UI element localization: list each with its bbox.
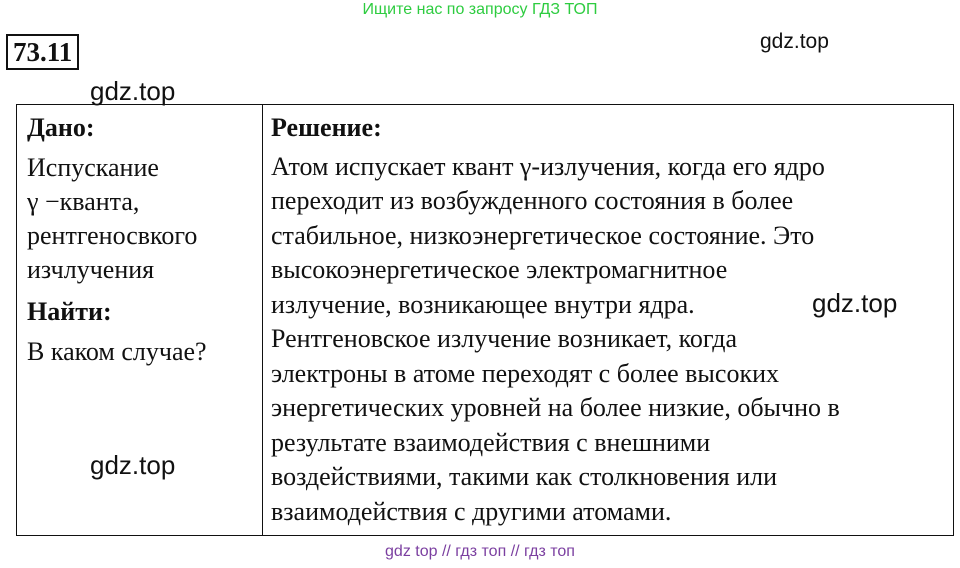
top-banner: Ищите нас по запросу ГДЗ ТОП xyxy=(362,1,598,18)
problem-number: 73.11 xyxy=(6,34,79,70)
solution-line: взаимодействия с другими атомами. xyxy=(271,496,672,526)
given-line: γ −кванта, xyxy=(27,187,140,216)
given-header: Дано: xyxy=(27,113,95,142)
solution-line: стабильное, низкоэнергетическое состояние. Это xyxy=(271,220,815,250)
solution-line: Рентгеновское излучение возникает, когда xyxy=(271,324,738,353)
solution-line: энергетических уровней на более низкие, обычно в xyxy=(271,393,840,422)
given-line: изчлучения xyxy=(27,255,155,284)
find-text: В каком случае? xyxy=(27,337,207,366)
solution-line: результате взаимодействия с внешними xyxy=(271,427,711,457)
watermark-top-right: gdz.top xyxy=(760,30,829,53)
given-line: рентгеносвкого xyxy=(27,221,198,250)
solution-line: переходит из возбужденного состояния в более xyxy=(271,186,794,215)
solution-line: воздействиями, такими как столкновения или xyxy=(271,462,778,491)
given-text xyxy=(27,151,254,287)
given-line: Испускание xyxy=(27,153,159,182)
watermark-middle: gdz.top xyxy=(812,288,898,318)
watermark-bottom-left: gdz.top xyxy=(90,450,176,480)
solution-header: Решение: xyxy=(271,113,382,142)
solution-line: Атом испускает квант γ-излучения, когда его ядро xyxy=(271,151,825,181)
solution-line: электроны в атоме переходят с более высоких xyxy=(271,358,779,388)
watermark-top-left: gdz.top xyxy=(90,76,176,106)
solution-line: высокоэнергетическое электромагнитное xyxy=(271,255,728,284)
solution-line: излучение, возникающее внутри ядра. xyxy=(271,289,695,319)
find-header: Найти: xyxy=(27,297,112,326)
solution-column xyxy=(263,105,953,535)
footer: gdz top // гдз топ // гдз топ xyxy=(385,543,575,560)
